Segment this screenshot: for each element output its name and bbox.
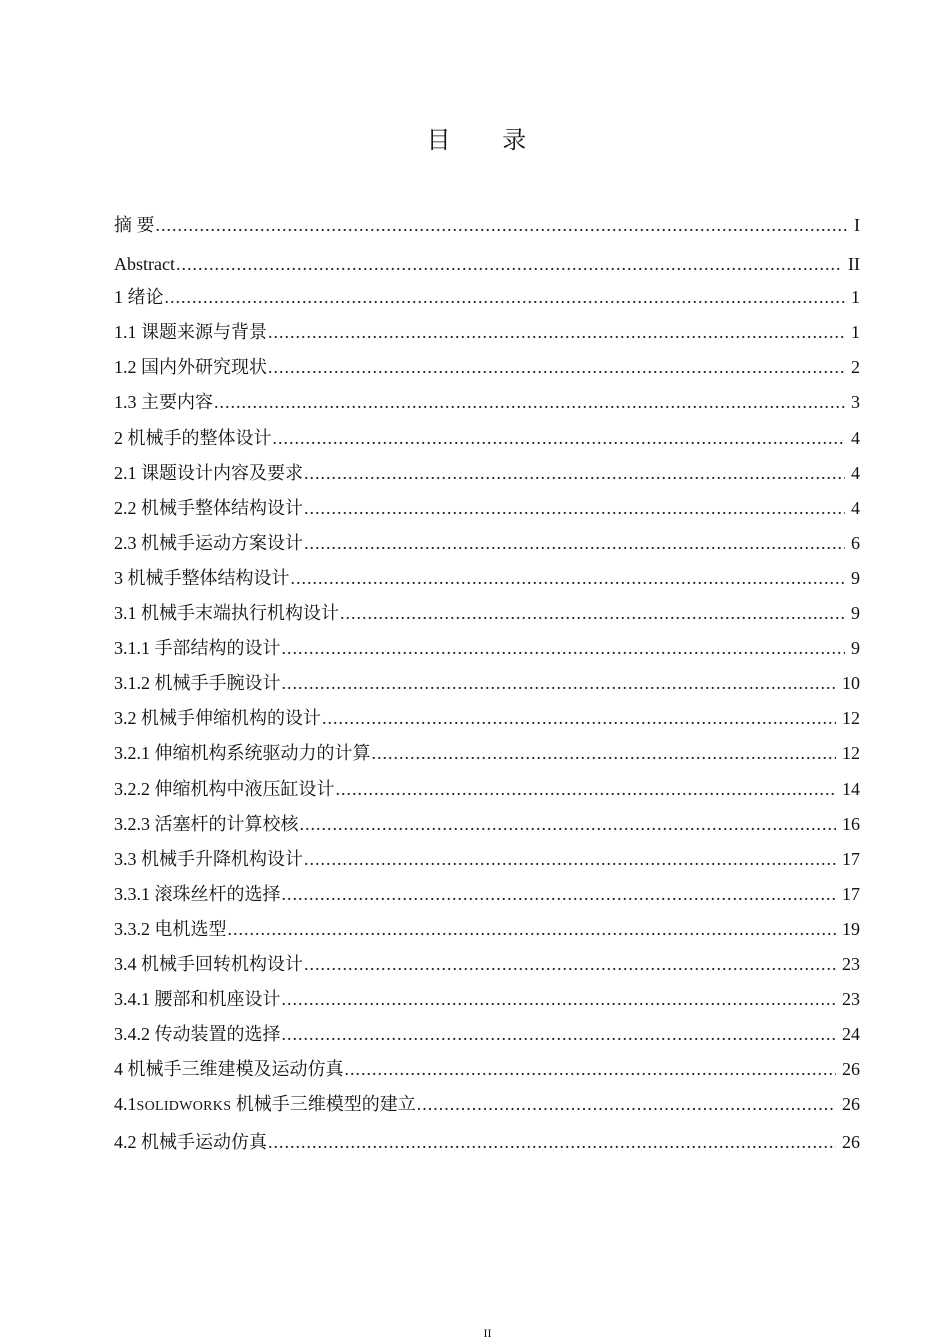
dot-leader bbox=[304, 847, 836, 871]
toc-entry-label: 3.1 机械手末端执行机构设计 bbox=[114, 603, 339, 623]
dot-leader bbox=[156, 213, 849, 237]
toc-entry-label: 3.4.1 腰部和机座设计 bbox=[114, 989, 281, 1009]
toc-entry-page: I bbox=[854, 215, 860, 235]
toc-entry bbox=[114, 917, 860, 941]
toc-entry-label: 1 绪论 bbox=[114, 287, 164, 307]
toc-entry bbox=[114, 777, 860, 801]
dot-leader bbox=[282, 882, 837, 906]
toc-entry-label: 1.3 主要内容 bbox=[114, 392, 213, 412]
toc-entry bbox=[114, 882, 860, 906]
toc-entry-label-prefix: 4.1 bbox=[114, 1094, 137, 1114]
toc-entry-label: 3.1.1 手部结构的设计 bbox=[114, 638, 281, 658]
dot-leader bbox=[304, 496, 845, 520]
dot-leader bbox=[304, 531, 845, 555]
dot-leader bbox=[165, 285, 846, 309]
dot-leader bbox=[336, 777, 837, 801]
toc-entry-page: 12 bbox=[842, 708, 860, 728]
toc-entry-page: 3 bbox=[851, 392, 860, 412]
dot-leader bbox=[300, 812, 837, 836]
dot-leader bbox=[304, 461, 845, 485]
toc-entry-label: 4 机械手三维建模及运动仿真 bbox=[114, 1059, 344, 1079]
toc-entry-label: 摘 要 bbox=[114, 215, 155, 235]
toc-entry-page: 23 bbox=[842, 989, 860, 1009]
toc-entry bbox=[114, 496, 860, 520]
toc-entry bbox=[114, 987, 860, 1011]
toc-entry-label: 3.1.2 机械手手腕设计 bbox=[114, 673, 281, 693]
toc-entry bbox=[114, 636, 860, 660]
toc-entry-label: 3.3.2 电机选型 bbox=[114, 919, 227, 939]
toc-entry-label-suffix: 机械手三维模型的建立 bbox=[231, 1094, 416, 1114]
toc-entry bbox=[114, 1130, 860, 1154]
toc-entry bbox=[114, 706, 860, 730]
toc-entry-label: Abstract bbox=[114, 254, 175, 274]
toc-entry-page: 26 bbox=[842, 1132, 860, 1152]
toc-entry bbox=[114, 1092, 860, 1116]
dot-leader bbox=[214, 390, 845, 414]
toc-entry-page: 9 bbox=[851, 603, 860, 623]
toc-entry-page: 17 bbox=[842, 884, 860, 904]
toc-entry bbox=[114, 601, 860, 625]
page-title: 目 录 bbox=[426, 126, 549, 154]
toc-entry-page: 23 bbox=[842, 954, 860, 974]
toc-entry-label: 3.2.3 活塞杆的计算校核 bbox=[114, 814, 299, 834]
toc-entry bbox=[114, 566, 860, 590]
toc-entry-label: 3 机械手整体结构设计 bbox=[114, 568, 290, 588]
dot-leader bbox=[372, 741, 837, 765]
toc-entry bbox=[114, 952, 860, 976]
toc-entry-label: 2.1 课题设计内容及要求 bbox=[114, 463, 303, 483]
toc-entry-label: 3.4 机械手回转机构设计 bbox=[114, 954, 303, 974]
toc-entry-label: 3.3.1 滚珠丝杆的选择 bbox=[114, 884, 281, 904]
toc-entry-page: 2 bbox=[851, 357, 860, 377]
toc-entry-page: 16 bbox=[842, 814, 860, 834]
toc-entry bbox=[114, 426, 860, 450]
toc-entry-label: 2 机械手的整体设计 bbox=[114, 428, 272, 448]
toc-entry-label: 1.1 课题来源与背景 bbox=[114, 322, 267, 342]
toc-entry-page: 9 bbox=[851, 638, 860, 658]
dot-leader bbox=[268, 320, 845, 344]
toc-entry bbox=[114, 812, 860, 836]
toc-entry-page: 14 bbox=[842, 779, 860, 799]
toc-entry-page: 10 bbox=[842, 673, 860, 693]
toc-entry-label: 3.2 机械手伸缩机构的设计 bbox=[114, 708, 321, 728]
toc-entry-page: 12 bbox=[842, 743, 860, 763]
toc-entry-label: 3.2.1 伸缩机构系统驱动力的计算 bbox=[114, 743, 371, 763]
toc-entry bbox=[114, 1022, 860, 1046]
dot-leader bbox=[268, 1130, 836, 1154]
dot-leader bbox=[282, 636, 846, 660]
software-name: SOLIDWORKS bbox=[136, 1099, 232, 1114]
dot-leader bbox=[268, 355, 845, 379]
toc-entry-page: 17 bbox=[842, 849, 860, 869]
toc-entry-label: 3.3 机械手升降机构设计 bbox=[114, 849, 303, 869]
page-number: II bbox=[483, 1326, 492, 1340]
toc-entry-page: 26 bbox=[842, 1094, 860, 1114]
toc-entry-label: 3.2.2 伸缩机构中液压缸设计 bbox=[114, 779, 335, 799]
toc-entry-page: 1 bbox=[851, 322, 860, 342]
toc-entry bbox=[114, 285, 860, 309]
toc-entry-page: 24 bbox=[842, 1024, 860, 1044]
toc-entry-page: 4 bbox=[851, 463, 860, 483]
toc-entry bbox=[114, 1057, 860, 1081]
toc-entry bbox=[114, 355, 860, 379]
toc-entry-label: 2.2 机械手整体结构设计 bbox=[114, 498, 303, 518]
toc-entry bbox=[114, 461, 860, 485]
toc-entry bbox=[114, 320, 860, 344]
toc-entry bbox=[114, 671, 860, 695]
toc-entry-label: 3.4.2 传动装置的选择 bbox=[114, 1024, 281, 1044]
dot-leader bbox=[345, 1057, 837, 1081]
dot-leader bbox=[176, 252, 842, 276]
dot-leader bbox=[291, 566, 846, 590]
toc-entry bbox=[114, 390, 860, 414]
dot-leader bbox=[322, 706, 836, 730]
dot-leader bbox=[417, 1092, 836, 1116]
toc-entry bbox=[114, 741, 860, 765]
toc-entry-page: 4 bbox=[851, 498, 860, 518]
toc-entry bbox=[114, 213, 860, 237]
dot-leader bbox=[282, 1022, 837, 1046]
toc-entry-label bbox=[114, 1092, 416, 1119]
toc-entry-page: 1 bbox=[851, 287, 860, 307]
toc-entry bbox=[114, 252, 860, 276]
toc-entry-page: 6 bbox=[851, 533, 860, 553]
toc-entry bbox=[114, 531, 860, 555]
toc-entry-label: 4.2 机械手运动仿真 bbox=[114, 1132, 267, 1152]
dot-leader bbox=[228, 917, 837, 941]
dot-leader bbox=[282, 987, 837, 1011]
dot-leader bbox=[340, 601, 845, 625]
toc-entry-label: 2.3 机械手运动方案设计 bbox=[114, 533, 303, 553]
toc-entry-label: 1.2 国内外研究现状 bbox=[114, 357, 267, 377]
dot-leader bbox=[304, 952, 836, 976]
toc-entry-page: II bbox=[848, 254, 860, 274]
toc-entry bbox=[114, 847, 860, 871]
toc-entry-page: 9 bbox=[851, 568, 860, 588]
toc-entry-page: 4 bbox=[851, 428, 860, 448]
dot-leader bbox=[273, 426, 846, 450]
toc-entry-page: 26 bbox=[842, 1059, 860, 1079]
dot-leader bbox=[282, 671, 837, 695]
toc-entry-page: 19 bbox=[842, 919, 860, 939]
